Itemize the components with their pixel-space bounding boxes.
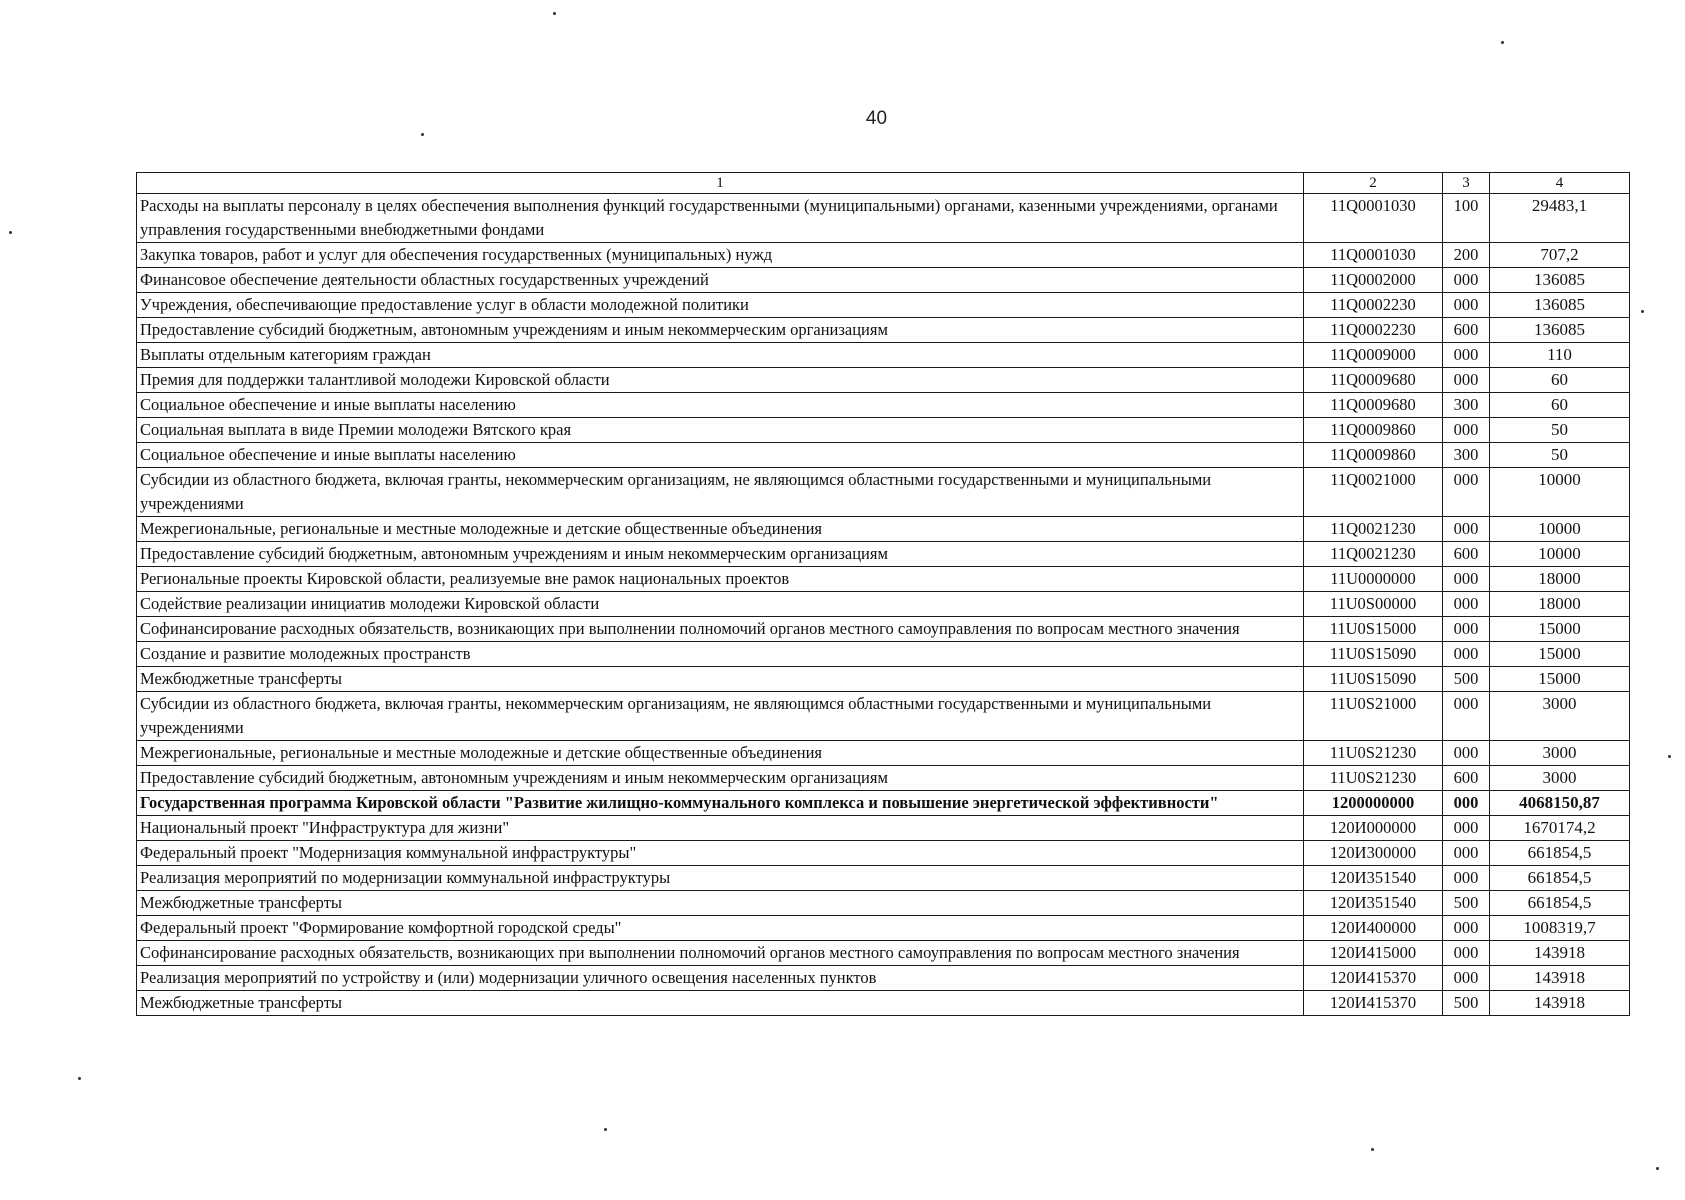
- cell-expense-type: 500: [1443, 667, 1490, 692]
- cell-code: 11Q0009680: [1304, 393, 1443, 418]
- table-row: [137, 418, 1630, 443]
- cell-code: 11Q0009680: [1304, 368, 1443, 393]
- cell-name: Межрегиональные, региональные и местные молодежные и детские общественные объединения: [137, 741, 1304, 766]
- cell-expense-type: 000: [1443, 617, 1490, 642]
- cell-name: Предоставление субсидий бюджетным, автономным учреждениям и иным некоммерческим организациям: [137, 766, 1304, 791]
- header-col-name: 1: [137, 173, 1304, 194]
- cell-sum: 1008319,7: [1490, 916, 1630, 941]
- cell-expense-type: 000: [1443, 517, 1490, 542]
- cell-name: Софинансирование расходных обязательств, возникающих при выполнении полномочий органов местного самоуправления по вопросам местного значения: [137, 617, 1304, 642]
- cell-sum: 3000: [1490, 766, 1630, 791]
- scan-speck: [9, 231, 12, 234]
- table-row: [137, 642, 1630, 667]
- cell-expense-type: 000: [1443, 941, 1490, 966]
- table-row: [137, 393, 1630, 418]
- cell-expense-type: 000: [1443, 592, 1490, 617]
- table-row: [137, 567, 1630, 592]
- table-row: [137, 667, 1630, 692]
- cell-sum: 50: [1490, 443, 1630, 468]
- cell-sum: 3000: [1490, 692, 1630, 741]
- cell-code: 120И351540: [1304, 891, 1443, 916]
- table-row: [137, 443, 1630, 468]
- cell-sum: 143918: [1490, 941, 1630, 966]
- cell-name: Государственная программа Кировской области "Развитие жилищно-коммунального комплекса и повышение энергетической эффективности": [137, 791, 1304, 816]
- cell-code: 120И415370: [1304, 966, 1443, 991]
- cell-code: 11Q0001030: [1304, 194, 1443, 243]
- cell-expense-type: 000: [1443, 816, 1490, 841]
- cell-sum: 50: [1490, 418, 1630, 443]
- cell-code: 11U0S15000: [1304, 617, 1443, 642]
- cell-sum: 136085: [1490, 293, 1630, 318]
- table-row: [137, 194, 1630, 243]
- cell-expense-type: 000: [1443, 866, 1490, 891]
- table-row: [137, 293, 1630, 318]
- cell-code: 120И000000: [1304, 816, 1443, 841]
- table-row: [137, 692, 1630, 741]
- cell-expense-type: 000: [1443, 293, 1490, 318]
- table-row: [137, 243, 1630, 268]
- cell-code: 11Q0009860: [1304, 418, 1443, 443]
- cell-code: 11U0S15090: [1304, 642, 1443, 667]
- cell-sum: 1670174,2: [1490, 816, 1630, 841]
- cell-sum: 136085: [1490, 318, 1630, 343]
- cell-expense-type: 500: [1443, 891, 1490, 916]
- cell-sum: 110: [1490, 343, 1630, 368]
- table-row: [137, 343, 1630, 368]
- cell-expense-type: 000: [1443, 268, 1490, 293]
- cell-expense-type: 000: [1443, 966, 1490, 991]
- cell-sum: 15000: [1490, 642, 1630, 667]
- table-row: [137, 841, 1630, 866]
- cell-expense-type: 600: [1443, 542, 1490, 567]
- cell-expense-type: 600: [1443, 318, 1490, 343]
- table-body: [137, 194, 1630, 1016]
- cell-code: 11Q0009860: [1304, 443, 1443, 468]
- table-row: [137, 517, 1630, 542]
- table-row: [137, 741, 1630, 766]
- cell-name: Национальный проект "Инфраструктура для жизни": [137, 816, 1304, 841]
- cell-expense-type: 000: [1443, 916, 1490, 941]
- table-row: [137, 816, 1630, 841]
- cell-code: 11U0S00000: [1304, 592, 1443, 617]
- table-header: [137, 173, 1630, 194]
- cell-sum: 10000: [1490, 542, 1630, 567]
- cell-sum: 3000: [1490, 741, 1630, 766]
- cell-sum: 143918: [1490, 966, 1630, 991]
- cell-name: Субсидии из областного бюджета, включая гранты, некоммерческим организациям, не являющимся областными государственными и муниципальными учреждениями: [137, 692, 1304, 741]
- cell-name: Содействие реализации инициатив молодежи Кировской области: [137, 592, 1304, 617]
- cell-expense-type: 000: [1443, 841, 1490, 866]
- cell-name: Создание и развитие молодежных пространств: [137, 642, 1304, 667]
- cell-code: 11Q0021230: [1304, 517, 1443, 542]
- table-row: [137, 468, 1630, 517]
- cell-sum: 18000: [1490, 567, 1630, 592]
- table-row: [137, 617, 1630, 642]
- table-row: [137, 991, 1630, 1016]
- budget-table-container: [136, 172, 1629, 1016]
- cell-name: Региональные проекты Кировской области, реализуемые вне рамок национальных проектов: [137, 567, 1304, 592]
- table-row: [137, 766, 1630, 791]
- cell-name: Федеральный проект "Модернизация коммунальной инфраструктуры": [137, 841, 1304, 866]
- cell-name: Межбюджетные трансферты: [137, 991, 1304, 1016]
- cell-name: Финансовое обеспечение деятельности областных государственных учреждений: [137, 268, 1304, 293]
- table-row: [137, 891, 1630, 916]
- scan-speck: [1501, 41, 1504, 44]
- cell-sum: 661854,5: [1490, 891, 1630, 916]
- header-row: [137, 173, 1630, 194]
- cell-expense-type: 100: [1443, 194, 1490, 243]
- scan-speck: [421, 133, 424, 136]
- table-row: [137, 866, 1630, 891]
- cell-expense-type: 000: [1443, 368, 1490, 393]
- cell-name: Субсидии из областного бюджета, включая гранты, некоммерческим организациям, не являющимся областными государственными и муниципальными учреждениями: [137, 468, 1304, 517]
- scan-speck: [553, 12, 556, 15]
- scan-speck: [1641, 310, 1644, 313]
- table-row: [137, 791, 1630, 816]
- scan-speck: [1668, 755, 1671, 758]
- cell-name: Федеральный проект "Формирование комфортной городской среды": [137, 916, 1304, 941]
- cell-expense-type: 300: [1443, 393, 1490, 418]
- cell-code: 11Q0021230: [1304, 542, 1443, 567]
- cell-name: Межрегиональные, региональные и местные молодежные и детские общественные объединения: [137, 517, 1304, 542]
- cell-code: 1200000000: [1304, 791, 1443, 816]
- cell-name: Учреждения, обеспечивающие предоставление услуг в области молодежной политики: [137, 293, 1304, 318]
- cell-code: 120И415000: [1304, 941, 1443, 966]
- cell-expense-type: 000: [1443, 741, 1490, 766]
- cell-sum: 15000: [1490, 667, 1630, 692]
- cell-expense-type: 200: [1443, 243, 1490, 268]
- scan-speck: [1656, 1167, 1659, 1170]
- table-row: [137, 966, 1630, 991]
- table-row: [137, 916, 1630, 941]
- cell-expense-type: 000: [1443, 567, 1490, 592]
- cell-expense-type: 000: [1443, 468, 1490, 517]
- cell-expense-type: 000: [1443, 791, 1490, 816]
- cell-name: Закупка товаров, работ и услуг для обеспечения государственных (муниципальных) нужд: [137, 243, 1304, 268]
- cell-expense-type: 000: [1443, 692, 1490, 741]
- cell-expense-type: 600: [1443, 766, 1490, 791]
- page-number: 40: [865, 108, 888, 129]
- cell-code: 11U0S21000: [1304, 692, 1443, 741]
- cell-sum: 136085: [1490, 268, 1630, 293]
- table-row: [137, 592, 1630, 617]
- table-row: [137, 318, 1630, 343]
- scan-speck: [604, 1128, 607, 1131]
- cell-sum: 707,2: [1490, 243, 1630, 268]
- cell-sum: 60: [1490, 393, 1630, 418]
- table-row: [137, 268, 1630, 293]
- cell-name: Социальное обеспечение и иные выплаты населению: [137, 443, 1304, 468]
- cell-sum: 10000: [1490, 468, 1630, 517]
- cell-name: Межбюджетные трансферты: [137, 891, 1304, 916]
- cell-expense-type: 500: [1443, 991, 1490, 1016]
- budget-table: [136, 172, 1630, 1016]
- cell-sum: 29483,1: [1490, 194, 1630, 243]
- cell-name: Межбюджетные трансферты: [137, 667, 1304, 692]
- cell-code: 11Q0002230: [1304, 293, 1443, 318]
- table-row: [137, 542, 1630, 567]
- cell-code: 11Q0021000: [1304, 468, 1443, 517]
- cell-sum: 10000: [1490, 517, 1630, 542]
- header-col-sum: 4: [1490, 173, 1630, 194]
- cell-code: 11Q0002000: [1304, 268, 1443, 293]
- cell-name: Премия для поддержки талантливой молодежи Кировской области: [137, 368, 1304, 393]
- cell-sum: 15000: [1490, 617, 1630, 642]
- cell-code: 120И300000: [1304, 841, 1443, 866]
- cell-name: Реализация мероприятий по устройству и (или) модернизации уличного освещения населенных пунктов: [137, 966, 1304, 991]
- cell-code: 11U0S21230: [1304, 766, 1443, 791]
- cell-name: Социальная выплата в виде Премии молодежи Вятского края: [137, 418, 1304, 443]
- cell-name: Социальное обеспечение и иные выплаты населению: [137, 393, 1304, 418]
- cell-code: 120И351540: [1304, 866, 1443, 891]
- cell-name: Расходы на выплаты персоналу в целях обеспечения выполнения функций государственными (муниципальными) органами, казенными учреждениями, органами управления государственными внебюджетными фондами: [137, 194, 1304, 243]
- cell-sum: 143918: [1490, 991, 1630, 1016]
- scan-speck: [1371, 1148, 1374, 1151]
- cell-expense-type: 000: [1443, 418, 1490, 443]
- cell-code: 11U0000000: [1304, 567, 1443, 592]
- cell-code: 11Q0002230: [1304, 318, 1443, 343]
- cell-code: 11U0S21230: [1304, 741, 1443, 766]
- cell-code: 11Q0009000: [1304, 343, 1443, 368]
- header-col-expense-type: 3: [1443, 173, 1490, 194]
- cell-sum: 661854,5: [1490, 866, 1630, 891]
- cell-name: Реализация мероприятий по модернизации коммунальной инфраструктуры: [137, 866, 1304, 891]
- cell-code: 120И400000: [1304, 916, 1443, 941]
- cell-name: Выплаты отдельным категориям граждан: [137, 343, 1304, 368]
- cell-sum: 18000: [1490, 592, 1630, 617]
- cell-name: Предоставление субсидий бюджетным, автономным учреждениям и иным некоммерческим организациям: [137, 318, 1304, 343]
- cell-sum: 4068150,87: [1490, 791, 1630, 816]
- cell-sum: 661854,5: [1490, 841, 1630, 866]
- table-row: [137, 368, 1630, 393]
- scan-speck: [78, 1077, 81, 1080]
- header-col-code: 2: [1304, 173, 1443, 194]
- cell-code: 11U0S15090: [1304, 667, 1443, 692]
- cell-name: Софинансирование расходных обязательств, возникающих при выполнении полномочий органов местного самоуправления по вопросам местного значения: [137, 941, 1304, 966]
- cell-name: Предоставление субсидий бюджетным, автономным учреждениям и иным некоммерческим организациям: [137, 542, 1304, 567]
- cell-expense-type: 000: [1443, 642, 1490, 667]
- table-row: [137, 941, 1630, 966]
- cell-sum: 60: [1490, 368, 1630, 393]
- cell-expense-type: 300: [1443, 443, 1490, 468]
- cell-expense-type: 000: [1443, 343, 1490, 368]
- cell-code: 11Q0001030: [1304, 243, 1443, 268]
- cell-code: 120И415370: [1304, 991, 1443, 1016]
